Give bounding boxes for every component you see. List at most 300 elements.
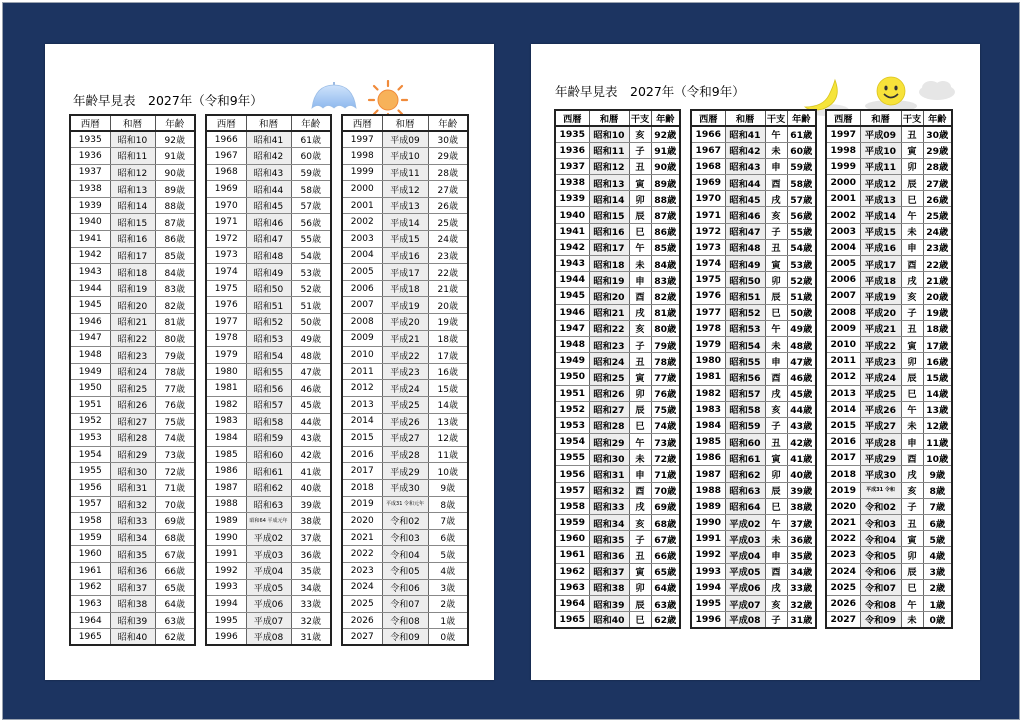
cell-year: 1956 bbox=[555, 466, 589, 482]
table-row bbox=[691, 272, 816, 288]
cell-year: 1936 bbox=[555, 142, 589, 158]
cell-age: 63歳 bbox=[651, 595, 680, 611]
cell-age: 60歳 bbox=[787, 142, 816, 158]
cell-age: 23歳 bbox=[923, 239, 952, 255]
table-row bbox=[555, 482, 680, 498]
table-row bbox=[555, 353, 680, 369]
table-row bbox=[342, 397, 468, 414]
cell-age: 42歳 bbox=[291, 446, 331, 463]
table-row bbox=[826, 158, 952, 174]
table-row bbox=[555, 369, 680, 385]
header-age: 年齢 bbox=[923, 110, 952, 126]
header-wareki: 和暦 bbox=[725, 110, 765, 126]
cell-year: 1985 bbox=[691, 434, 725, 450]
table-row bbox=[206, 280, 331, 297]
cell-age: 74歳 bbox=[155, 430, 195, 447]
cell-wareki: 平成24 bbox=[382, 380, 428, 397]
cell-wareki: 令和03 bbox=[860, 515, 901, 531]
table-row bbox=[342, 579, 468, 596]
table-row bbox=[342, 479, 468, 496]
cell-wareki: 平成15 bbox=[382, 231, 428, 248]
cell-eto: 未 bbox=[765, 336, 787, 352]
cell-wareki: 昭和29 bbox=[110, 446, 155, 463]
cell-year: 1989 bbox=[206, 513, 246, 530]
cell-wareki: 平成06 bbox=[246, 596, 291, 613]
table-row bbox=[691, 239, 816, 255]
cell-wareki: 昭和48 bbox=[725, 239, 765, 255]
cell-year: 2006 bbox=[826, 272, 860, 288]
cell-wareki: 昭和22 bbox=[589, 320, 629, 336]
cell-age: 17歳 bbox=[923, 336, 952, 352]
cell-eto: 未 bbox=[901, 612, 923, 628]
cell-wareki: 昭和11 bbox=[110, 148, 155, 165]
cell-wareki: 平成11 bbox=[382, 164, 428, 181]
cell-age: 14歳 bbox=[923, 385, 952, 401]
table-row bbox=[555, 207, 680, 223]
cell-eto: 子 bbox=[629, 531, 651, 547]
cell-age: 77歳 bbox=[651, 369, 680, 385]
cell-year: 1971 bbox=[206, 214, 246, 231]
cell-year: 1960 bbox=[70, 546, 110, 563]
cell-wareki: 平成25 bbox=[382, 397, 428, 414]
table-row bbox=[555, 417, 680, 433]
table-row bbox=[70, 562, 195, 579]
cell-eto: 丑 bbox=[901, 320, 923, 336]
table-row bbox=[70, 231, 195, 248]
cell-year: 1987 bbox=[691, 466, 725, 482]
cell-wareki: 昭和14 bbox=[110, 197, 155, 214]
table-row bbox=[826, 175, 952, 191]
cell-year: 1970 bbox=[206, 197, 246, 214]
cell-age: 92歳 bbox=[651, 126, 680, 142]
cell-age: 62歳 bbox=[651, 612, 680, 628]
cell-year: 1999 bbox=[826, 158, 860, 174]
table-row bbox=[70, 430, 195, 447]
cell-age: 61歳 bbox=[291, 131, 331, 148]
table-row bbox=[826, 320, 952, 336]
cloud-icon bbox=[917, 78, 957, 102]
cell-age: 68歳 bbox=[651, 515, 680, 531]
cell-year: 1997 bbox=[826, 126, 860, 142]
table-row bbox=[555, 223, 680, 239]
cell-age: 20歳 bbox=[923, 288, 952, 304]
cell-age: 46歳 bbox=[291, 380, 331, 397]
cell-wareki: 昭和55 bbox=[246, 363, 291, 380]
table-row bbox=[342, 463, 468, 480]
cell-age: 85歳 bbox=[155, 247, 195, 264]
cell-year: 2019 bbox=[342, 496, 382, 513]
cell-age: 4歳 bbox=[428, 562, 468, 579]
cell-year: 1993 bbox=[691, 563, 725, 579]
cell-age: 52歳 bbox=[787, 272, 816, 288]
cell-age: 89歳 bbox=[651, 175, 680, 191]
cell-age: 49歳 bbox=[787, 320, 816, 336]
cell-wareki: 平成14 bbox=[860, 207, 901, 223]
cell-wareki: 平成21 bbox=[860, 320, 901, 336]
header-year: 西暦 bbox=[342, 115, 382, 131]
table-row bbox=[70, 131, 195, 148]
cell-year: 2017 bbox=[826, 450, 860, 466]
cell-wareki: 平成10 bbox=[382, 148, 428, 165]
table-row bbox=[826, 207, 952, 223]
table-row bbox=[70, 247, 195, 264]
cell-age: 40歳 bbox=[787, 466, 816, 482]
cell-eto: 丑 bbox=[901, 126, 923, 142]
cell-year: 2007 bbox=[826, 288, 860, 304]
table-row bbox=[555, 612, 680, 628]
cell-age: 32歳 bbox=[291, 612, 331, 629]
cell-year: 1955 bbox=[555, 450, 589, 466]
cell-year: 2018 bbox=[342, 479, 382, 496]
cell-wareki: 平成16 bbox=[860, 239, 901, 255]
table-row bbox=[342, 347, 468, 364]
cell-age: 88歳 bbox=[651, 191, 680, 207]
cell-eto: 子 bbox=[765, 417, 787, 433]
table-row bbox=[70, 347, 195, 364]
table-row bbox=[206, 579, 331, 596]
table-row bbox=[691, 223, 816, 239]
cell-age: 76歳 bbox=[651, 385, 680, 401]
cell-year: 1972 bbox=[691, 223, 725, 239]
cell-eto: 巳 bbox=[629, 223, 651, 239]
cell-eto: 亥 bbox=[629, 515, 651, 531]
cell-year: 1972 bbox=[206, 231, 246, 248]
cell-wareki: 平成09 bbox=[382, 131, 428, 148]
cell-eto: 申 bbox=[765, 547, 787, 563]
cell-year: 1962 bbox=[555, 563, 589, 579]
cell-age: 75歳 bbox=[155, 413, 195, 430]
cell-year: 1937 bbox=[70, 164, 110, 181]
header-eto: 干支 bbox=[765, 110, 787, 126]
cell-wareki: 昭和59 bbox=[246, 430, 291, 447]
cell-eto: 申 bbox=[629, 272, 651, 288]
table-row bbox=[342, 546, 468, 563]
cell-eto: 申 bbox=[765, 158, 787, 174]
cell-age: 50歳 bbox=[291, 314, 331, 331]
table-row bbox=[206, 330, 331, 347]
cell-age: 55歳 bbox=[787, 223, 816, 239]
cell-wareki: 昭和10 bbox=[110, 131, 155, 148]
cell-eto: 辰 bbox=[901, 175, 923, 191]
cell-age: 25歳 bbox=[923, 207, 952, 223]
cell-eto: 申 bbox=[629, 466, 651, 482]
cell-age: 26歳 bbox=[428, 197, 468, 214]
cell-wareki: 昭和28 bbox=[110, 430, 155, 447]
cell-year: 1936 bbox=[70, 148, 110, 165]
cell-wareki: 昭和20 bbox=[110, 297, 155, 314]
cell-age: 10歳 bbox=[923, 450, 952, 466]
header-age: 年齢 bbox=[651, 110, 680, 126]
cell-age: 3歳 bbox=[428, 579, 468, 596]
table-row bbox=[555, 515, 680, 531]
cell-eto: 午 bbox=[901, 207, 923, 223]
cell-year: 1939 bbox=[555, 191, 589, 207]
cell-year: 1980 bbox=[691, 353, 725, 369]
table-row bbox=[70, 363, 195, 380]
table-row bbox=[206, 380, 331, 397]
table-row bbox=[691, 450, 816, 466]
table-row bbox=[206, 479, 331, 496]
cell-age: 78歳 bbox=[651, 353, 680, 369]
table-row bbox=[342, 596, 468, 613]
cell-wareki: 平成20 bbox=[860, 304, 901, 320]
cell-age: 2歳 bbox=[428, 596, 468, 613]
table-row bbox=[691, 191, 816, 207]
table-row bbox=[342, 264, 468, 281]
cell-year: 1966 bbox=[691, 126, 725, 142]
cell-year: 1992 bbox=[691, 547, 725, 563]
cell-year: 2002 bbox=[826, 207, 860, 223]
cell-wareki: 平成04 bbox=[725, 547, 765, 563]
cell-eto: 子 bbox=[901, 304, 923, 320]
cell-year: 2024 bbox=[342, 579, 382, 596]
cell-wareki: 平成16 bbox=[382, 247, 428, 264]
cell-age: 84歳 bbox=[651, 256, 680, 272]
cell-age: 78歳 bbox=[155, 363, 195, 380]
cell-wareki: 昭和15 bbox=[589, 207, 629, 223]
cell-wareki: 平成23 bbox=[382, 363, 428, 380]
cell-age: 9歳 bbox=[923, 466, 952, 482]
table-row bbox=[555, 595, 680, 611]
table-row bbox=[206, 562, 331, 579]
cell-age: 1歳 bbox=[923, 595, 952, 611]
cell-wareki: 昭和10 bbox=[589, 126, 629, 142]
cell-age: 8歳 bbox=[923, 482, 952, 498]
table-row bbox=[206, 297, 331, 314]
cell-wareki: 平成31 令和元年 bbox=[382, 496, 428, 513]
cell-wareki: 昭和61 bbox=[246, 463, 291, 480]
cell-year: 2006 bbox=[342, 280, 382, 297]
cell-wareki: 平成29 bbox=[860, 450, 901, 466]
cell-eto: 卯 bbox=[765, 466, 787, 482]
cell-wareki: 令和09 bbox=[860, 612, 901, 628]
cell-age: 29歳 bbox=[923, 142, 952, 158]
cell-year: 1974 bbox=[206, 264, 246, 281]
cell-eto: 卯 bbox=[765, 272, 787, 288]
cell-age: 24歳 bbox=[428, 231, 468, 248]
cell-wareki: 昭和26 bbox=[110, 397, 155, 414]
header-year: 西暦 bbox=[826, 110, 860, 126]
table-row bbox=[70, 330, 195, 347]
cell-wareki: 平成03 bbox=[725, 531, 765, 547]
header-wareki: 和暦 bbox=[860, 110, 901, 126]
cell-age: 47歳 bbox=[787, 353, 816, 369]
table-row bbox=[691, 466, 816, 482]
cell-wareki: 平成13 bbox=[382, 197, 428, 214]
cell-wareki: 平成30 bbox=[860, 466, 901, 482]
cell-wareki: 昭和44 bbox=[246, 181, 291, 198]
cell-eto: 未 bbox=[629, 256, 651, 272]
table-row bbox=[206, 430, 331, 447]
cell-wareki: 平成26 bbox=[860, 401, 901, 417]
cell-year: 1964 bbox=[555, 595, 589, 611]
table-row bbox=[70, 314, 195, 331]
cell-eto: 午 bbox=[765, 515, 787, 531]
cell-age: 30歳 bbox=[428, 131, 468, 148]
cell-wareki: 昭和30 bbox=[589, 450, 629, 466]
cell-wareki: 平成07 bbox=[725, 595, 765, 611]
cell-wareki: 昭和42 bbox=[246, 148, 291, 165]
cell-year: 2027 bbox=[342, 629, 382, 646]
cell-age: 25歳 bbox=[428, 214, 468, 231]
cell-age: 34歳 bbox=[291, 579, 331, 596]
cell-wareki: 昭和12 bbox=[110, 164, 155, 181]
cell-wareki: 平成12 bbox=[860, 175, 901, 191]
cell-age: 15歳 bbox=[923, 369, 952, 385]
table-row bbox=[826, 579, 952, 595]
table-row bbox=[206, 413, 331, 430]
cell-wareki: 平成18 bbox=[382, 280, 428, 297]
table-row bbox=[826, 515, 952, 531]
cell-wareki: 平成07 bbox=[246, 612, 291, 629]
cell-wareki: 昭和21 bbox=[589, 304, 629, 320]
table-row bbox=[70, 197, 195, 214]
cell-year: 2004 bbox=[826, 239, 860, 255]
cell-age: 22歳 bbox=[428, 264, 468, 281]
cell-wareki: 平成19 bbox=[382, 297, 428, 314]
cell-wareki: 平成21 bbox=[382, 330, 428, 347]
cell-year: 1937 bbox=[555, 158, 589, 174]
cell-wareki: 令和04 bbox=[860, 531, 901, 547]
cell-wareki: 昭和14 bbox=[589, 191, 629, 207]
header-year: 西暦 bbox=[691, 110, 725, 126]
cell-eto: 辰 bbox=[765, 482, 787, 498]
cell-eto: 子 bbox=[765, 223, 787, 239]
cell-eto: 酉 bbox=[765, 369, 787, 385]
cell-eto: 未 bbox=[629, 450, 651, 466]
cell-age: 18歳 bbox=[428, 330, 468, 347]
header-wareki: 和暦 bbox=[110, 115, 155, 131]
cell-year: 1981 bbox=[206, 380, 246, 397]
cell-age: 66歳 bbox=[651, 547, 680, 563]
cell-year: 1990 bbox=[206, 529, 246, 546]
cell-age: 12歳 bbox=[923, 417, 952, 433]
cell-age: 79歳 bbox=[651, 336, 680, 352]
cell-eto: 子 bbox=[629, 336, 651, 352]
cell-year: 2020 bbox=[826, 498, 860, 514]
cell-eto: 辰 bbox=[901, 369, 923, 385]
cell-wareki: 平成17 bbox=[382, 264, 428, 281]
cell-year: 1945 bbox=[555, 288, 589, 304]
table-row bbox=[555, 563, 680, 579]
table-row bbox=[206, 513, 331, 530]
cell-eto: 寅 bbox=[901, 336, 923, 352]
cell-age: 52歳 bbox=[291, 280, 331, 297]
table-row bbox=[826, 142, 952, 158]
table-row bbox=[555, 175, 680, 191]
table-row bbox=[691, 547, 816, 563]
cell-eto: 午 bbox=[629, 434, 651, 450]
cell-year: 1977 bbox=[206, 314, 246, 331]
cell-age: 87歳 bbox=[155, 214, 195, 231]
cell-year: 1939 bbox=[70, 197, 110, 214]
cell-wareki: 昭和45 bbox=[725, 191, 765, 207]
table-row bbox=[826, 482, 952, 498]
cell-wareki: 昭和49 bbox=[725, 256, 765, 272]
cell-eto: 卯 bbox=[629, 385, 651, 401]
cell-year: 2026 bbox=[342, 612, 382, 629]
cell-year: 2000 bbox=[826, 175, 860, 191]
cell-year: 2025 bbox=[826, 579, 860, 595]
cell-year: 1954 bbox=[70, 446, 110, 463]
cell-year: 1961 bbox=[70, 562, 110, 579]
cell-year: 1942 bbox=[70, 247, 110, 264]
table-row bbox=[206, 131, 331, 148]
cell-age: 1歳 bbox=[428, 612, 468, 629]
cell-age: 80歳 bbox=[155, 330, 195, 347]
table-row bbox=[342, 330, 468, 347]
table-row bbox=[826, 595, 952, 611]
table-row bbox=[691, 320, 816, 336]
table-row bbox=[691, 563, 816, 579]
cell-year: 2009 bbox=[342, 330, 382, 347]
table-row bbox=[555, 320, 680, 336]
cell-year: 1991 bbox=[206, 546, 246, 563]
cell-eto: 子 bbox=[629, 142, 651, 158]
cell-wareki: 昭和46 bbox=[246, 214, 291, 231]
cell-wareki: 昭和48 bbox=[246, 247, 291, 264]
cell-year: 1964 bbox=[70, 612, 110, 629]
table-row bbox=[555, 466, 680, 482]
cell-year: 1980 bbox=[206, 363, 246, 380]
table-row bbox=[826, 612, 952, 628]
table-row bbox=[555, 272, 680, 288]
cell-wareki: 昭和41 bbox=[725, 126, 765, 142]
cell-age: 7歳 bbox=[428, 513, 468, 530]
cell-year: 1971 bbox=[691, 207, 725, 223]
table-row bbox=[70, 496, 195, 513]
cell-wareki: 平成24 bbox=[860, 369, 901, 385]
cell-year: 1950 bbox=[555, 369, 589, 385]
cell-year: 1946 bbox=[70, 314, 110, 331]
cell-wareki: 昭和51 bbox=[725, 288, 765, 304]
cell-wareki: 昭和30 bbox=[110, 463, 155, 480]
cell-eto: 丑 bbox=[629, 353, 651, 369]
cell-age: 10歳 bbox=[428, 463, 468, 480]
cell-age: 36歳 bbox=[787, 531, 816, 547]
cell-wareki: 昭和58 bbox=[725, 401, 765, 417]
table-row bbox=[70, 463, 195, 480]
table-row bbox=[555, 336, 680, 352]
cell-wareki: 昭和33 bbox=[110, 513, 155, 530]
cell-age: 6歳 bbox=[923, 515, 952, 531]
cell-age: 90歳 bbox=[651, 158, 680, 174]
cell-eto: 巳 bbox=[629, 612, 651, 628]
cell-eto: 未 bbox=[765, 531, 787, 547]
cell-wareki: 昭和43 bbox=[725, 158, 765, 174]
cell-wareki: 昭和37 bbox=[589, 563, 629, 579]
cell-year: 2022 bbox=[342, 546, 382, 563]
cell-year: 1965 bbox=[555, 612, 589, 628]
table-row bbox=[342, 164, 468, 181]
cell-year: 1994 bbox=[206, 596, 246, 613]
cell-age: 83歳 bbox=[155, 280, 195, 297]
cell-year: 2008 bbox=[826, 304, 860, 320]
cell-year: 2005 bbox=[826, 256, 860, 272]
cell-wareki: 昭和64 bbox=[725, 498, 765, 514]
cell-wareki: 昭和56 bbox=[246, 380, 291, 397]
table-row bbox=[342, 496, 468, 513]
cell-wareki: 平成28 bbox=[860, 434, 901, 450]
cell-eto: 寅 bbox=[901, 142, 923, 158]
cell-wareki: 昭和62 bbox=[725, 466, 765, 482]
cell-wareki: 平成11 bbox=[860, 158, 901, 174]
cell-wareki: 平成02 bbox=[725, 515, 765, 531]
cell-eto: 卯 bbox=[901, 547, 923, 563]
table-row bbox=[206, 397, 331, 414]
cell-year: 1946 bbox=[555, 304, 589, 320]
cell-wareki: 昭和33 bbox=[589, 498, 629, 514]
